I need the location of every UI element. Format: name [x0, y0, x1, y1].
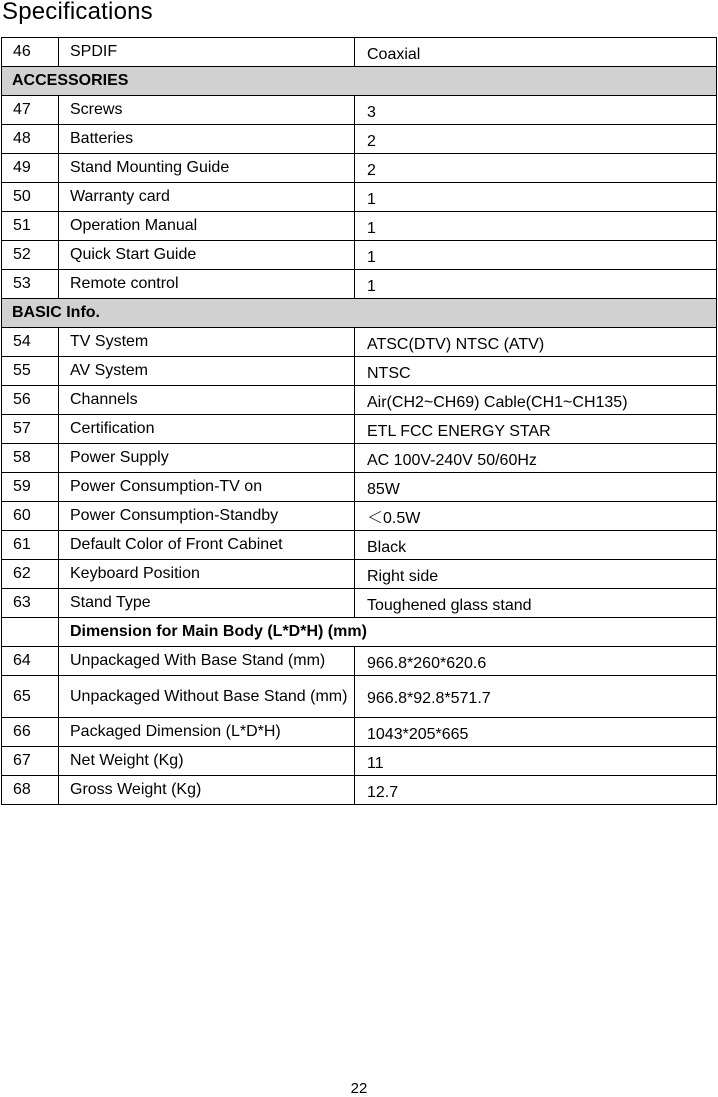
spec-item-name: Quick Start Guide	[59, 241, 355, 270]
table-row	[2, 776, 717, 805]
subheading-row	[2, 618, 717, 647]
section-header-label: ACCESSORIES	[2, 67, 717, 96]
section-header-label: BASIC Info.	[2, 299, 717, 328]
spec-item-name: AV System	[59, 357, 355, 386]
spec-item-value: 2	[355, 125, 717, 154]
table-row	[2, 531, 717, 560]
table-row	[2, 270, 717, 299]
spec-item-name: Unpackaged With Base Stand (mm)	[59, 647, 355, 676]
row-number: 56	[2, 386, 59, 415]
spec-item-name: Power Consumption-TV on	[59, 473, 355, 502]
spec-item-value: 12.7	[355, 776, 717, 805]
row-number: 51	[2, 212, 59, 241]
spec-item-value: 11	[355, 747, 717, 776]
spec-item-name: Operation Manual	[59, 212, 355, 241]
spec-item-value: 85W	[355, 473, 717, 502]
spec-item-value: Right side	[355, 560, 717, 589]
spec-item-name: Unpackaged Without Base Stand (mm)	[59, 676, 355, 718]
page-title: Specifications	[2, 0, 153, 25]
table-row	[2, 154, 717, 183]
spec-item-name: TV System	[59, 328, 355, 357]
row-number: 61	[2, 531, 59, 560]
spec-item-name: Warranty card	[59, 183, 355, 212]
spec-item-value: Black	[355, 531, 717, 560]
spec-item-value: 1	[355, 212, 717, 241]
row-number: 46	[2, 38, 59, 67]
spec-item-value: ETL FCC ENERGY STAR	[355, 415, 717, 444]
row-number: 54	[2, 328, 59, 357]
table-row	[2, 212, 717, 241]
spec-item-value: 966.8*92.8*571.7	[355, 676, 717, 718]
spec-item-name: Gross Weight (Kg)	[59, 776, 355, 805]
page-number: 22	[350, 1080, 368, 1097]
row-number: 55	[2, 357, 59, 386]
spec-item-value: Air(CH2~CH69) Cable(CH1~CH135)	[355, 386, 717, 415]
row-number: 66	[2, 718, 59, 747]
table-row	[2, 357, 717, 386]
subheading-label: Dimension for Main Body (L*D*H) (mm)	[59, 618, 717, 647]
spec-table	[1, 37, 717, 805]
table-row	[2, 502, 717, 531]
row-number: 49	[2, 154, 59, 183]
row-number: 64	[2, 647, 59, 676]
spec-item-value: AC 100V-240V 50/60Hz	[355, 444, 717, 473]
spec-item-name: Remote control	[59, 270, 355, 299]
spec-item-name: Packaged Dimension (L*D*H)	[59, 718, 355, 747]
table-row	[2, 560, 717, 589]
table-row	[2, 647, 717, 676]
table-row	[2, 125, 717, 154]
table-row	[2, 38, 717, 67]
section-header-row	[2, 299, 717, 328]
spec-item-value: 1043*205*665	[355, 718, 717, 747]
table-row	[2, 473, 717, 502]
spec-item-value: Toughened glass stand	[355, 589, 717, 618]
spec-item-name: Certification	[59, 415, 355, 444]
table-row	[2, 718, 717, 747]
spec-item-value: 1	[355, 270, 717, 299]
spec-item-value: 1	[355, 183, 717, 212]
row-number: 59	[2, 473, 59, 502]
table-row	[2, 589, 717, 618]
spec-item-value: 966.8*260*620.6	[355, 647, 717, 676]
spec-item-value: 2	[355, 154, 717, 183]
spec-item-name: Stand Type	[59, 589, 355, 618]
spec-item-value: ATSC(DTV) NTSC (ATV)	[355, 328, 717, 357]
row-number: 62	[2, 560, 59, 589]
row-number: 47	[2, 96, 59, 125]
spec-item-value: Coaxial	[355, 38, 717, 67]
spec-item-name: Net Weight (Kg)	[59, 747, 355, 776]
table-row	[2, 444, 717, 473]
spec-item-name: Batteries	[59, 125, 355, 154]
row-number: 65	[2, 676, 59, 718]
row-number: 58	[2, 444, 59, 473]
row-number: 53	[2, 270, 59, 299]
table-row	[2, 328, 717, 357]
table-row	[2, 241, 717, 270]
spec-item-value: 1	[355, 241, 717, 270]
table-row	[2, 96, 717, 125]
subheading-empty-cell	[2, 618, 59, 647]
section-header-row	[2, 67, 717, 96]
spec-item-name: Power Supply	[59, 444, 355, 473]
spec-item-name: Keyboard Position	[59, 560, 355, 589]
row-number: 50	[2, 183, 59, 212]
spec-item-name: Power Consumption-Standby	[59, 502, 355, 531]
row-number: 57	[2, 415, 59, 444]
spec-item-value: 3	[355, 96, 717, 125]
spec-item-name: Stand Mounting Guide	[59, 154, 355, 183]
spec-item-name: Default Color of Front Cabinet	[59, 531, 355, 560]
row-number: 68	[2, 776, 59, 805]
row-number: 67	[2, 747, 59, 776]
spec-item-name: SPDIF	[59, 38, 355, 67]
table-row	[2, 415, 717, 444]
table-row	[2, 676, 717, 718]
spec-item-name: Screws	[59, 96, 355, 125]
row-number: 63	[2, 589, 59, 618]
row-number: 48	[2, 125, 59, 154]
row-number: 52	[2, 241, 59, 270]
table-row	[2, 183, 717, 212]
spec-item-value: NTSC	[355, 357, 717, 386]
table-row	[2, 747, 717, 776]
spec-table-body	[2, 38, 717, 805]
table-row	[2, 386, 717, 415]
spec-item-name: Channels	[59, 386, 355, 415]
spec-item-value: ＜0.5W	[355, 502, 717, 531]
row-number: 60	[2, 502, 59, 531]
